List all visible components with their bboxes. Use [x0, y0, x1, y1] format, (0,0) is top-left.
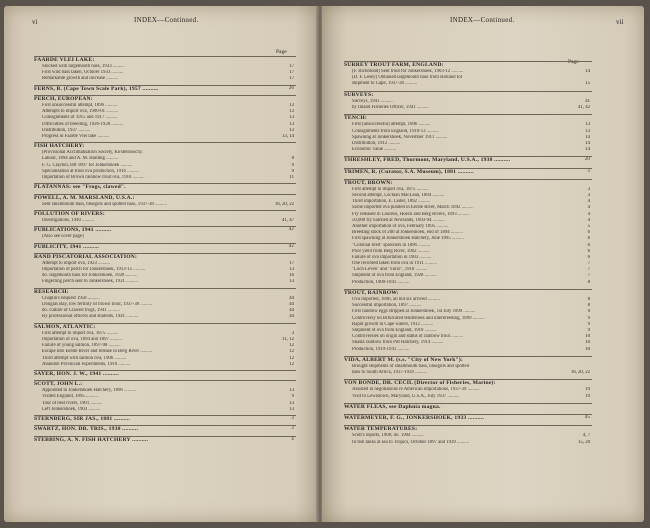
index-subentry-pages: 41, 47	[282, 217, 294, 223]
index-subentry-text: Chaplin's bequest 1958 ..........	[42, 295, 100, 301]
index-subentry-text: "Colonial bred" spawners in 1896 ..........	[352, 242, 431, 248]
index-heading-pages: 42	[288, 227, 294, 233]
index-subentry-pages: 13	[289, 279, 294, 285]
index-subentry-text: by Inland Fisheries Officer, 1941 ..........	[352, 104, 429, 110]
index-subentry	[344, 347, 592, 353]
index-subentry-text: Fingerling perch sent to Jonkershoek, 1931 ..........	[42, 279, 139, 285]
index-subentry-text: Shipment of ova from England, 1910 ..........	[352, 327, 437, 333]
index-subentry-text: Third importation, E. Lister, 1892 ..........	[352, 199, 431, 205]
index-subentry-pages: 12	[289, 349, 294, 355]
index-subentry-text: Assisted in negotiations re American importations, 1937-39 ..........	[352, 387, 480, 393]
index-subentry-pages: 9	[587, 321, 590, 327]
index-subentry-text: Shipment of ova from England, 1928 ..........	[352, 273, 437, 279]
index-heading-pages: 4	[291, 436, 294, 442]
index-subentry-pages: 12	[289, 343, 294, 349]
index-heading	[34, 227, 296, 234]
right-page-number: vii	[616, 18, 624, 26]
index-subentry-text: do. culture of Clawed frogs, 1941 ..........	[42, 308, 120, 314]
index-subentry-text: F. G. Clayton, left 1897 for Jonkershoek ..........	[42, 162, 133, 168]
index-subentry-text: Consignments of 1915 and 1917 ..........	[42, 115, 118, 121]
index-heading-text: RESEARCH:	[34, 288, 69, 295]
index-subentry	[34, 314, 296, 320]
index-heading-text: FERNS, B. (Cape Town Scale Park), 1957 ..........	[34, 85, 159, 92]
index-entry	[34, 288, 296, 321]
index-heading	[344, 62, 592, 69]
index-subentry-text: Importation of ova, 1894 and 1897 ..........	[42, 336, 123, 342]
index-heading	[34, 371, 296, 378]
index-heading-text: THRESHLEY, FRED, Thurmont, Maryland, U.S.A., 1938 ..........	[344, 157, 511, 164]
index-entry	[34, 253, 296, 286]
index-subentry-pages: 6	[587, 230, 590, 236]
index-subentry-text: Another importation of ova, February 1895 ..........	[352, 223, 449, 229]
index-entry	[34, 56, 296, 83]
index-subentry-pages: 13	[289, 127, 294, 133]
index-entry	[34, 142, 296, 181]
index-subentry-pages: 4	[587, 199, 590, 205]
index-heading-text: STERNBERG, SIR JAS., 1881 ..........	[34, 416, 130, 423]
index-heading	[344, 426, 592, 433]
index-entry	[344, 156, 592, 164]
index-subentry-text: Production, 1919-1941 ..........	[352, 346, 410, 352]
index-heading	[34, 143, 296, 150]
index-subentry-pages: 44	[289, 295, 294, 301]
index-entry	[344, 425, 592, 445]
index-subentry-text: Tour of best rivers, 1901 ..........	[42, 400, 103, 406]
index-heading	[344, 290, 592, 297]
index-heading-text: PERCH, EUROPEAN:	[34, 95, 93, 102]
index-entry	[344, 414, 592, 422]
index-subentry-pages: 9	[291, 168, 294, 174]
index-heading	[34, 381, 296, 388]
index-heading-text: SURREY TROUT FARM, ENGLAND:	[344, 62, 444, 68]
index-subentry-pages: 41, 42	[578, 104, 590, 110]
index-heading	[344, 180, 592, 187]
index-subentry	[344, 370, 592, 376]
index-heading-text: WATER FLEAS, see Daphnia magna.	[344, 404, 441, 410]
index-entry	[34, 243, 296, 251]
index-subentry-pages: 14	[585, 69, 590, 74]
index-entry	[344, 114, 592, 153]
left-page-number: vi	[32, 18, 38, 26]
index-subentry-pages: 44	[289, 314, 294, 320]
index-entry	[34, 183, 296, 191]
index-subentry-text: Visited England, 1895 ..........	[42, 394, 98, 400]
index-subentry	[34, 202, 296, 208]
index-entry	[34, 380, 296, 413]
index-subentry-text: Appointed to Jonkershoek Hatchery, 1896 ..........	[42, 388, 137, 394]
index-subentry-pages: 7	[587, 267, 590, 273]
index-subentry-pages: 6	[587, 248, 590, 254]
index-heading-text: STEBBING, A. N. FISH HATCHERY ..........	[34, 436, 149, 443]
index-heading-pages: 3	[291, 416, 294, 422]
index-heading	[344, 357, 592, 364]
index-subentry-pages: 11, 12	[282, 336, 294, 342]
index-subentry-text: First rainbow eggs stripped at Jonkershoek, 1st July 1899 ..........	[352, 309, 476, 315]
index-heading	[344, 157, 592, 164]
index-subentry	[34, 407, 296, 413]
index-heading	[344, 92, 592, 99]
index-heading-pages: 3	[291, 426, 294, 432]
index-subentry-text: First (unsuccessful) attempt, 1896 ..........	[352, 122, 431, 128]
index-subentry-pages: 7	[587, 273, 590, 279]
index-subentry-text: (Also see cover page)	[42, 234, 84, 240]
index-subentry-text: Shasta rainbow from Pitt Hatchery, 1914 ..........	[352, 340, 444, 346]
index-entry	[34, 436, 296, 444]
index-entry	[34, 323, 296, 368]
index-subentry-text: "Loch Leven" and "Fario", 1910 ..........	[352, 267, 428, 273]
index-subentry-text: Importation of Brown rainbow trout ova, 1910 ..........	[42, 175, 145, 180]
index-subentry-text: Economic value ..........	[352, 147, 397, 153]
index-heading	[344, 169, 592, 176]
index-subentry-pages: 13	[585, 128, 590, 134]
index-heading-text: SAYER, HON. J. W., 1941 ..........	[34, 371, 119, 378]
index-heading-pages: 26	[288, 85, 294, 91]
right-page-column-label: Page	[568, 59, 579, 65]
index-subentry-pages: 13	[289, 400, 294, 406]
index-subentry-text: (Provisional Acclimatisation Society, Kirstenbosch):	[42, 150, 143, 156]
index-subentry-text: First wild bass taken, October 1933 ..........	[42, 70, 124, 76]
index-subentry-text: Brought shipments of smallmouth bass, bluegills and spotted	[352, 363, 469, 369]
index-subentry-text: Fry released in Lourens, Hoeck and Berg Rivers, 1893 ..........	[352, 211, 470, 217]
index-heading-text: FAARDE VLEI LAKE:	[34, 57, 95, 63]
index-subentry-pages: 9	[587, 327, 590, 333]
index-subentry-text: Failure of ova importation in 1903 ..........	[352, 254, 432, 260]
index-subentry-text: do. largemouth bass for Jonkershoek, 1928 ..........	[42, 273, 138, 279]
index-subentry	[344, 394, 592, 400]
left-page	[4, 6, 320, 522]
index-subentry-pages: 8	[587, 303, 590, 309]
index-subentry-pages: 17	[289, 70, 294, 76]
index-entry	[344, 356, 592, 376]
index-subentry-text: By professional officers and students, 1941 ..........	[42, 314, 139, 320]
index-subentry-pages: 5	[587, 223, 590, 229]
index-subentry-pages: 15, 20	[578, 439, 590, 445]
index-heading-pages: 45	[584, 415, 590, 421]
index-subentry-pages: 13, 14	[282, 133, 294, 139]
index-subentry-text: Production, 1900-1941 ..........	[352, 279, 410, 285]
index-subentry	[344, 440, 592, 446]
index-subentry-text: One recorded taken from ova in 1911 ..........	[352, 261, 437, 267]
index-subentry-text: Scott's reports, 1906; do. 1904 ..........	[352, 433, 424, 439]
index-heading-text: TRIMEN, R. (Curator, S.A. Museum), 1881 ..........	[344, 168, 474, 175]
index-entry	[34, 194, 296, 208]
index-subentry-pages: 6	[587, 254, 590, 260]
index-subentry	[344, 147, 592, 153]
index-heading-text: TROUT, RAINBOW:	[344, 290, 399, 296]
index-heading	[34, 324, 296, 331]
index-subentry-pages: 12	[289, 355, 294, 361]
index-entry	[344, 91, 592, 111]
index-heading	[34, 254, 296, 261]
index-subentry-pages: 8	[587, 279, 590, 285]
index-heading-pages: 3	[587, 168, 590, 174]
index-subentry-text: Sent smallmouth bass, bluegills and spotted bass, 1937-38 ..........	[42, 201, 167, 207]
index-subentry-text: Ova imported, 1896, all but six arrived ..........	[352, 297, 440, 302]
index-subentry-text: Controversy on Bifurcated tenderness and interbreeding, 1899 ..........	[352, 315, 485, 321]
index-subentry-pages: 18, 20, 22	[274, 201, 294, 207]
index-heading	[34, 57, 296, 64]
index-subentry-text: Third attempt with salmon ova, 1906 ..........	[42, 355, 127, 361]
index-subentry-pages: 9	[587, 315, 590, 321]
index-subentry-text: Breeding stock of 200 at Jonkershoek, end of 1894 ..........	[352, 230, 463, 236]
index-subentry-text: In fish tanks at sea to Tropics, October 1897 and 1939 ..........	[352, 439, 469, 445]
index-subentry-text: Spawning at Jonkershoek, November 1911 ..........	[352, 134, 448, 140]
index-heading-text: TENCH:	[344, 115, 367, 122]
index-subentry-pages: 4	[587, 205, 590, 211]
index-heading-pages: 20	[584, 157, 590, 163]
index-subentry-text: Successful importation, 1897 ..........	[352, 303, 422, 309]
index-subentry-text: Specialisation at trout ova production, 1916 ..........	[42, 168, 140, 174]
index-heading	[34, 289, 296, 296]
left-page-column-label: Page	[276, 49, 287, 55]
index-heading-text: VON BONDE, DR. CECIL (Director of Fisheries, Marine):	[344, 380, 496, 387]
index-subentry-pages: 41	[585, 98, 590, 104]
index-subentry-pages: 16	[289, 273, 294, 279]
index-heading	[34, 195, 296, 202]
index-entry	[34, 415, 296, 423]
index-subentry-text: Distribution, 1912 ..........	[352, 140, 401, 146]
index-subentry-pages: 10	[585, 346, 590, 352]
index-heading-text: SURVEYS:	[344, 91, 374, 98]
index-subentry-pages: 13	[289, 109, 294, 115]
index-subentry-text: Remarkable growth and increase ..........	[42, 76, 119, 82]
index-subentry-pages: 4	[587, 217, 590, 223]
index-subentry-pages: 3	[587, 186, 590, 192]
index-heading-text: TROUT, BROWN:	[344, 179, 393, 186]
index-subentry-pages: 8	[291, 156, 294, 162]
index-subentry-pages: 13	[289, 121, 294, 127]
index-subentry-pages: 17	[289, 260, 294, 266]
index-heading-pages: 42	[288, 243, 294, 249]
index-subentry-pages: 17	[289, 64, 294, 69]
index-heading	[34, 244, 296, 251]
index-subentry-text: First attempt to import ova, 1875 ..........	[352, 186, 429, 192]
index-subentry-pages: 15	[585, 81, 590, 87]
index-subentry-text: Importation of perch for Jonkershoek, 1913-15 ..........	[42, 267, 146, 273]
index-subentry	[34, 175, 296, 181]
index-subentry-pages: 6	[587, 242, 590, 248]
index-subentry-text: Failure of young salmon, 1897-98 ..........	[42, 343, 121, 349]
index-heading	[34, 184, 296, 191]
index-subentry-text: Attempt to import ova, 1923 ..........	[42, 260, 110, 266]
index-subentry-text: Some imported ova planted in Eerste River, March 1892 ..........	[352, 205, 474, 211]
index-subentry-pages: 9	[291, 394, 294, 400]
index-subentry-text: Poor yield from Berg River, 1902 ..........	[352, 248, 430, 254]
index-subentry-pages: 44	[289, 302, 294, 307]
index-subentry-pages: 19	[585, 393, 590, 399]
index-subentry-text: bass to South Africa, 1937-1939 ..........	[352, 370, 428, 376]
index-subentry	[344, 280, 592, 286]
index-subentry-pages: 9	[587, 309, 590, 315]
index-subentry-text: Surveys, 1941 ..........	[352, 98, 393, 104]
index-heading-text: POLLUTION OF RIVERS:	[34, 210, 105, 217]
index-subentry-text: 50,000 fry hatched at Newlands, 1893-94 ..........	[352, 217, 445, 223]
index-entry	[34, 210, 296, 224]
index-subentry-pages: 4	[587, 211, 590, 217]
index-subentry-pages: 19	[585, 387, 590, 393]
index-subentry-pages: 13	[289, 102, 294, 108]
index-subentry-text: Labour, 1894 and A. M. Harding ..........	[42, 156, 119, 162]
index-subentry-pages: 4, 7	[582, 433, 590, 439]
index-subentry-pages: 17	[289, 76, 294, 82]
index-subentry	[344, 81, 592, 87]
index-heading-text: FISH HATCHERY:	[34, 143, 85, 150]
index-subentry-text: Progress in Faarde Vlei lake ..........	[42, 133, 110, 139]
index-subentry-text: Escape into Eerste River and release in Berg River ..........	[42, 349, 153, 355]
index-subentry-pages: 3	[587, 193, 590, 198]
index-subentry-pages: 13	[289, 406, 294, 412]
index-heading	[34, 96, 296, 103]
index-entry	[344, 168, 592, 176]
index-subentry-pages: 14	[585, 134, 590, 140]
index-entry	[344, 289, 592, 353]
index-heading	[34, 86, 296, 93]
left-running-head: INDEX—Continued.	[134, 16, 199, 24]
index-subentry-text: First spawning at Jonkershoek Hatchery, June 1895 ..........	[352, 236, 464, 242]
index-subentry-pages: 13	[289, 388, 294, 394]
index-subentry-pages: 9	[291, 162, 294, 168]
index-heading-text: SWARTZ, HON. DR. TRIS., 1930 ..........	[34, 426, 139, 433]
index-heading-text: VIDA, ALBERT M. (s.s. "City of New York"):	[344, 356, 463, 363]
index-entry	[34, 226, 296, 240]
index-subentry-pages: 44	[289, 308, 294, 314]
right-running-head: INDEX—Continued.	[450, 16, 515, 24]
index-subentry-text: Consignments from England, 1910-13 ..........	[352, 128, 439, 134]
index-subentry-text: Distribution, 1937 ..........	[42, 127, 91, 133]
index-heading-text: WATER TEMPERATURES:	[344, 426, 418, 433]
index-heading	[34, 437, 296, 444]
index-heading	[34, 426, 296, 433]
index-subentry-pages: 3	[291, 330, 294, 336]
index-subentry-pages: 11	[289, 175, 294, 180]
index-subentry	[34, 218, 296, 224]
index-subentry-text: Visit to Lewistown, Maryland, U.S.A., July 1937 ..........	[352, 393, 460, 399]
index-heading	[34, 211, 296, 218]
index-entry	[34, 85, 296, 93]
index-subentry-text: First attempt to import ova, 1875 ..........	[42, 330, 119, 336]
index-entry	[344, 379, 592, 399]
index-heading-text: PLATANNAS: see "Frogs, clawed".	[34, 184, 126, 191]
index-subentry-text: (F. Richmond) Sent trout for Jonkershoek, 1903-12 ..........	[352, 69, 464, 74]
index-heading	[344, 404, 592, 411]
index-subentry-text: Difficulties of breeding, 1926-1928 ..........	[42, 121, 124, 127]
index-subentry	[34, 134, 296, 140]
index-heading-text: SALMON, ATLANTIC:	[34, 323, 96, 330]
index-subentry	[344, 105, 592, 111]
index-subentry	[34, 279, 296, 285]
index-subentry-pages: 13	[585, 122, 590, 128]
index-heading-text: RAND PISCATORIAL ASSOCIATION:	[34, 253, 138, 260]
index-heading	[344, 415, 592, 422]
right-index-list	[344, 61, 592, 449]
index-subentry-pages: 7	[587, 261, 590, 267]
index-subentry-text: Attempts to import ova, 1900-01 ..........	[42, 109, 119, 115]
index-subentry-text: First unsuccessful attempt, 1896 ..........	[42, 102, 118, 108]
index-subentry-pages: 10	[585, 334, 590, 340]
index-subentry-text: (D. F. Lesey) Obtained largemouth bass from Holland for	[352, 75, 463, 81]
index-heading	[344, 115, 592, 122]
index-subentry-pages: 13	[289, 115, 294, 121]
index-entry	[34, 425, 296, 433]
index-subentry-text: Stocked with largemouth bass, 1933 ..........	[42, 64, 125, 69]
index-subentry-pages: 6	[587, 236, 590, 242]
index-heading	[344, 380, 592, 387]
index-subentry-text: Investigations, 1940 ..........	[42, 217, 95, 223]
index-subentry-text: Douglas Bay, low fertility of brown trout, 1937-38 ..........	[42, 302, 153, 307]
index-subentry-text: Controversies on origin and status of rainbow trout ..........	[352, 334, 464, 340]
index-subentry-text: shipment to Cape, 1937-38 ..........	[352, 81, 418, 87]
index-entry	[34, 370, 296, 378]
index-subentry-text: Rapid growth in Cape waters, 1912 ..........	[352, 321, 434, 327]
index-heading-text: PUBLICATIONS, 1941 ..........	[34, 227, 112, 234]
index-subentry-pages: 14	[585, 147, 590, 153]
index-subentry	[34, 362, 296, 368]
left-index-list	[34, 56, 296, 446]
index-subentry-pages: 8	[587, 297, 590, 302]
index-entry	[344, 179, 592, 286]
index-subentry	[34, 76, 296, 82]
index-subentry-pages: 12	[289, 361, 294, 367]
index-heading	[34, 416, 296, 423]
index-subentry-text: Abandon Provincial experiments, 1910 ..........	[42, 361, 131, 367]
index-subentry-pages: 14	[585, 140, 590, 146]
index-subentry-pages: 13	[289, 267, 294, 273]
index-heading-text: POWELL, A. M. MARSLAND, U.S.A.:	[34, 194, 135, 201]
index-heading-text: SCOTT, JOHN L.:	[34, 381, 83, 388]
index-subentry-pages: 10	[585, 340, 590, 346]
right-page	[322, 6, 644, 522]
index-heading-text: PUBLICITY, 1941 ..........	[34, 243, 100, 250]
index-entry	[344, 61, 592, 88]
index-subentry-text: Left Jonkershoek, 1903 ..........	[42, 406, 101, 412]
index-subentry-pages: 18, 20, 22	[570, 370, 590, 376]
index-heading-text: WATERMEYER, F. G., JONKERSHOEK, 1933 ..........	[344, 415, 484, 422]
index-entry	[34, 95, 296, 140]
index-subentry-text: Second attempt, Lochlan MacLean, 1884 ..........	[352, 193, 445, 198]
index-entry	[344, 403, 592, 411]
index-subentry	[34, 234, 296, 240]
